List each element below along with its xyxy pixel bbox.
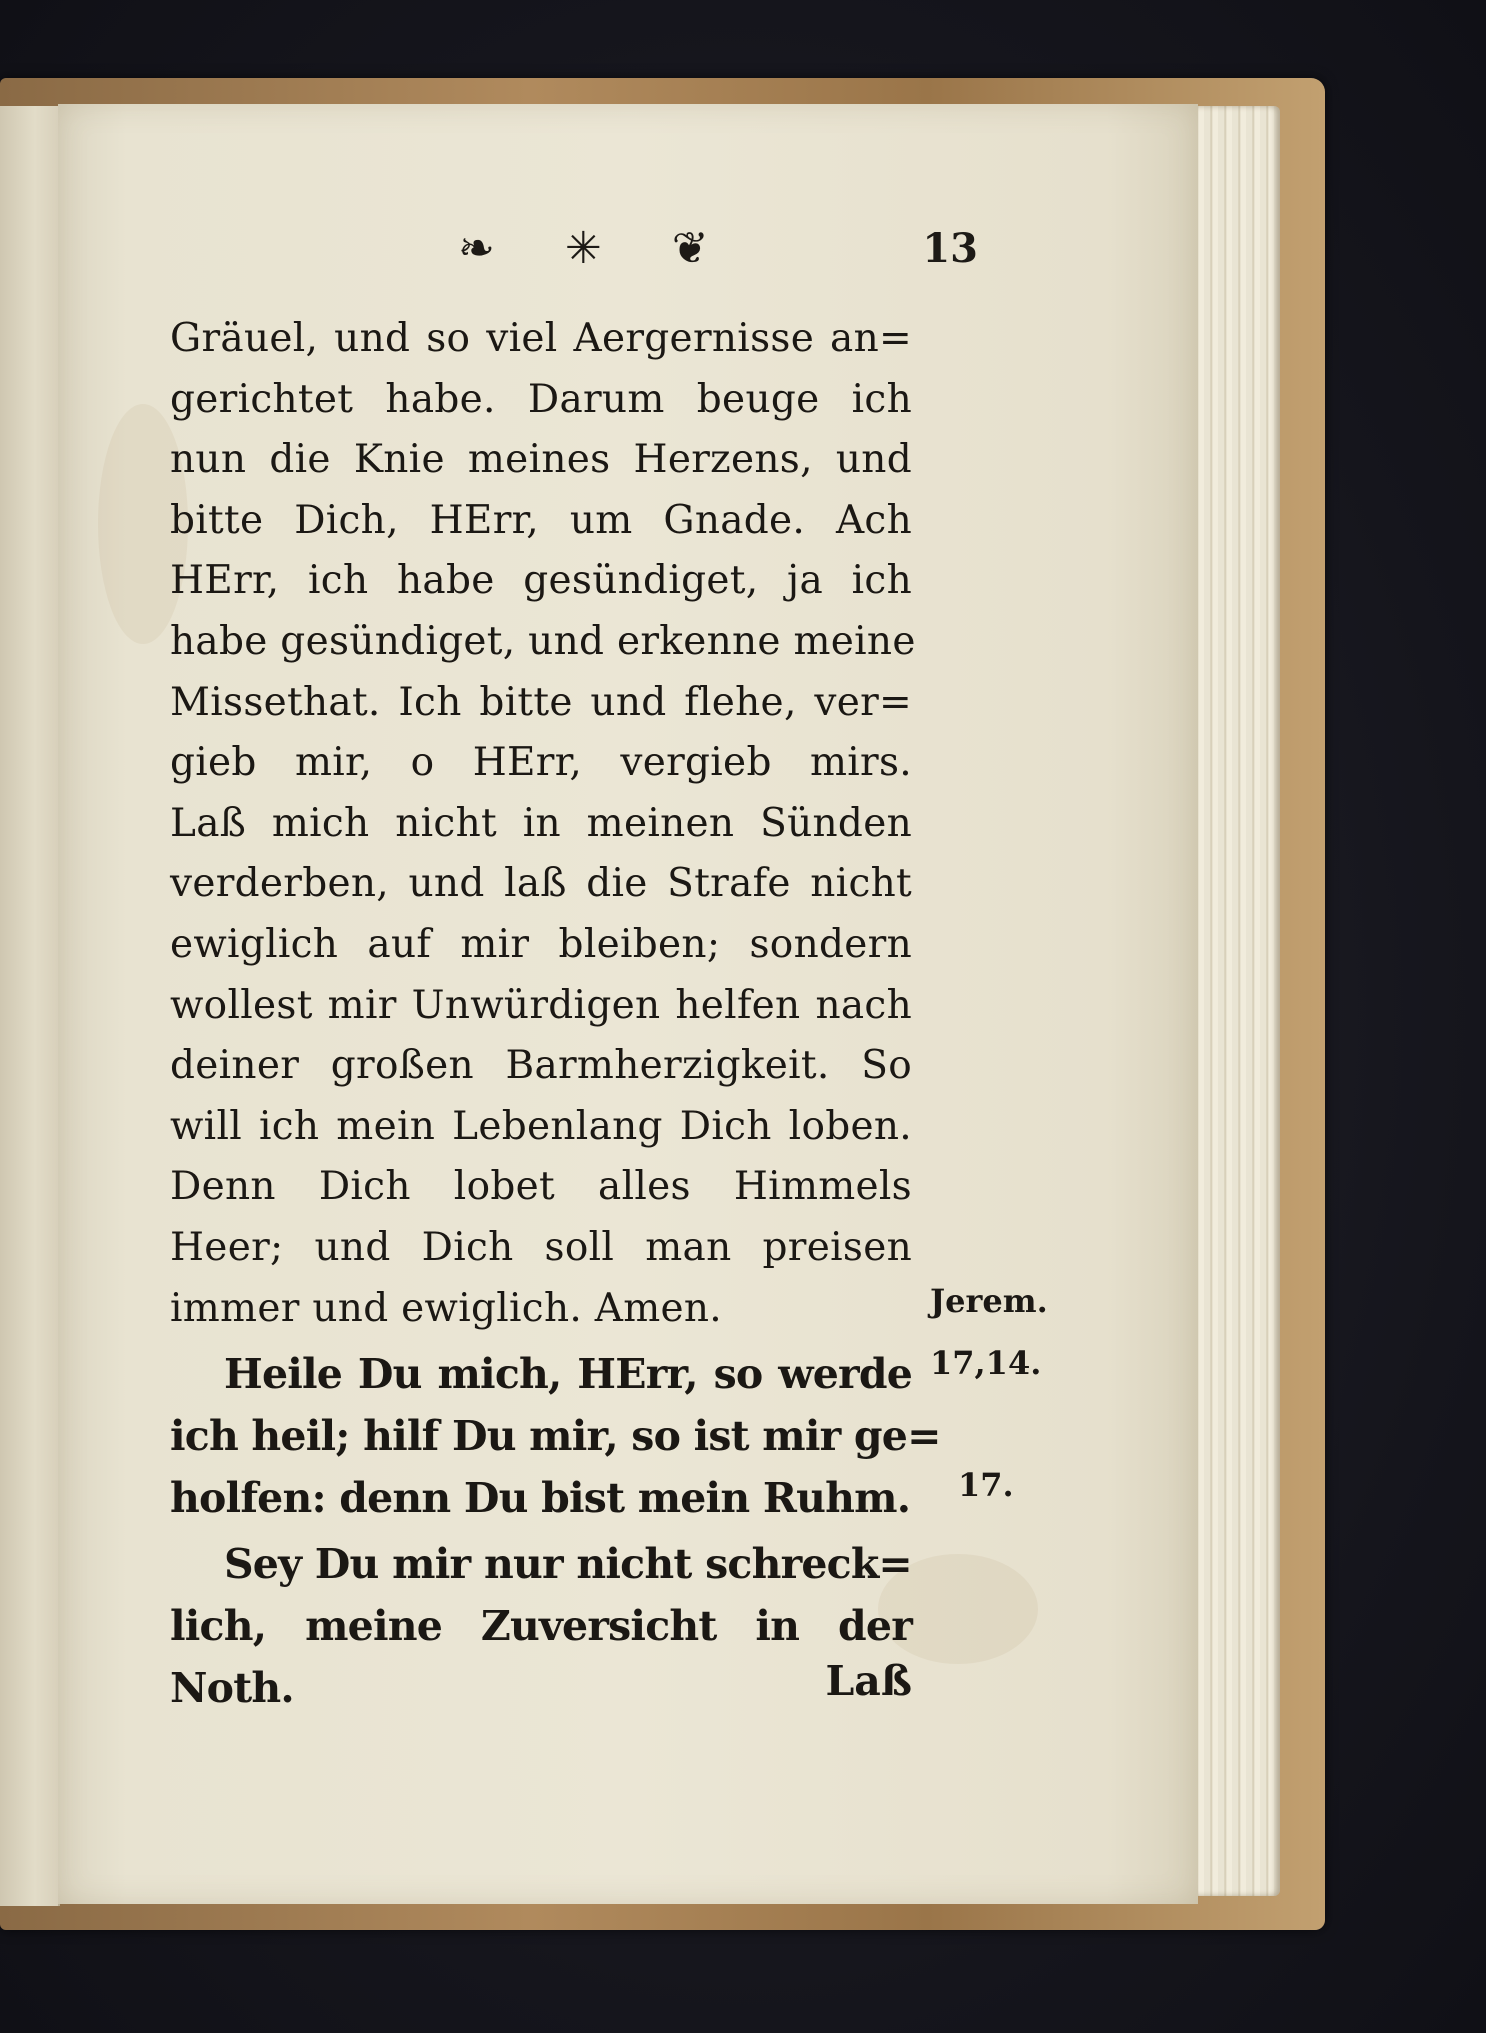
page-stack-edge [1190, 106, 1280, 1896]
text-line: Laß mich nicht in meinen Sünden [170, 800, 912, 846]
text-line: gieb mir, o HErr, vergieb mirs. [170, 740, 912, 786]
book-page [58, 104, 1198, 1904]
text-line: deiner großen Barmherzigkeit. So [170, 1043, 912, 1089]
page-number: 13 [922, 225, 978, 272]
verse-line: lich, meine Zuversicht in der [170, 1602, 912, 1651]
bible-verse-jeremiah-17-14 [170, 1343, 941, 1529]
text-line: Gräuel, und so viel Aergernisse an= [170, 316, 912, 361]
left-facing-page-edge [0, 106, 60, 1906]
margin-reference-chapter: 17,14. [930, 1344, 1042, 1382]
head-ornament: ❧ ✳ ❦ [458, 223, 737, 274]
verse-line: Noth. [170, 1664, 294, 1713]
text-line: HErr, ich habe gesündiget, ja ich [170, 558, 912, 604]
verse-line: Heile Du mich, HErr, so werde [224, 1350, 912, 1399]
text-line: verderben, und laß die Strafe nicht [170, 861, 912, 907]
text-line: Heer; und Dich soll man preisen [170, 1224, 912, 1270]
body-text [170, 309, 941, 1719]
text-line: nun die Knie meines Herzens, und [170, 437, 912, 483]
margin-reference-book: Jerem. [930, 1282, 1048, 1320]
text-line: ewiglich auf mir bleiben; sondern [170, 921, 912, 967]
text-line: will ich mein Lebenlang Dich loben. [170, 1103, 912, 1149]
text-line: wollest mir Unwürdigen helfen nach [170, 982, 912, 1028]
text-line: immer und ewiglich. Amen. [170, 1285, 722, 1331]
text-line: bitte Dich, HErr, um Gnade. Ach [170, 497, 912, 543]
text-line: gerichtet habe. Darum beuge ich [170, 376, 912, 422]
verse-last-row [170, 1657, 912, 1719]
catchword: Laß [825, 1657, 912, 1706]
text-line: Missethat. Ich bitte und flehe, ver= [170, 679, 912, 725]
text-line: Denn Dich lobet alles Himmels [170, 1164, 912, 1210]
prayer-paragraph [170, 309, 916, 1339]
running-head [388, 214, 978, 284]
margin-reference-verse: 17. [958, 1466, 1014, 1504]
bible-verse-jeremiah-17-17 [170, 1533, 912, 1719]
verse-line: Sey Du mir nur nicht schreck= [224, 1540, 912, 1589]
verse-line: ich heil; hilf Du mir, so ist mir ge= [170, 1412, 941, 1461]
verse-line: holfen: denn Du bist mein Ruhm. [170, 1474, 911, 1523]
text-line: habe gesündiget, und erkenne meine [170, 618, 916, 664]
